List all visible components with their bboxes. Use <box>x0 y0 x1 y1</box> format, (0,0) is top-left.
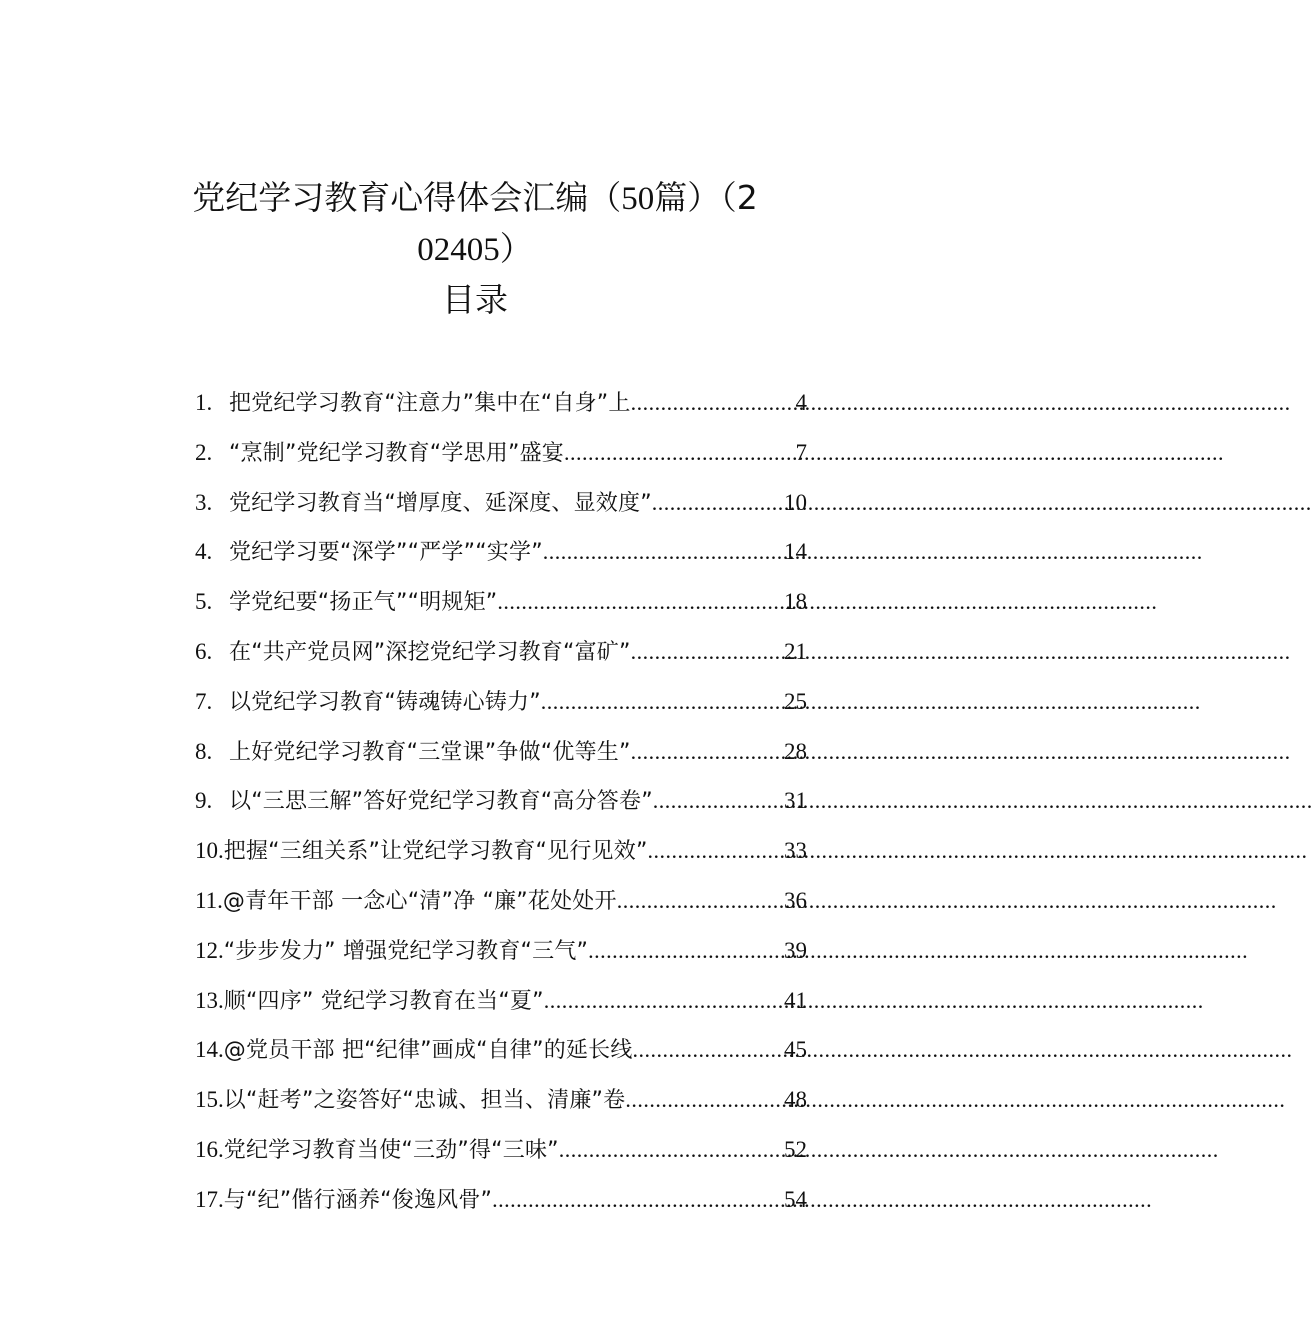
toc-entry-title: 顺“四序” 党纪学习教育在当“夏” <box>223 988 544 1014</box>
toc-entry-number: 6. <box>195 638 213 664</box>
toc-entry-page: 39 <box>784 937 807 963</box>
toc-entry-page: 4 <box>795 390 807 415</box>
toc-entry-number: 3. <box>195 489 213 515</box>
toc-entry-title: @青年干部 一念心“清”净 “廉”花处处开 <box>222 888 617 914</box>
toc-entry-page: 31 <box>784 788 807 814</box>
toc-entry-page: 18 <box>784 589 807 615</box>
toc-entry-page: 25 <box>784 688 807 714</box>
toc-entry-number: 4. <box>195 539 213 565</box>
toc-entry[interactable] <box>195 826 807 876</box>
toc-entry[interactable] <box>195 1025 807 1075</box>
toc-entry[interactable] <box>195 1075 807 1125</box>
toc-entry[interactable] <box>195 478 807 528</box>
toc-entry-page: 14 <box>784 539 807 565</box>
toc-entry-page: 45 <box>784 1037 807 1063</box>
toc-dot-leader <box>541 677 784 727</box>
toc-entry-page: 52 <box>784 1136 807 1162</box>
toc-dot-leader <box>559 1125 784 1175</box>
toc-entry[interactable] <box>195 428 807 478</box>
toc-dot-leader <box>631 378 796 428</box>
toc-entry[interactable] <box>195 876 807 926</box>
toc-dot-leader <box>648 826 784 876</box>
toc-entry-number: 8. <box>195 738 213 764</box>
toc-entry-number: 1. <box>195 390 213 415</box>
toc-entry[interactable] <box>195 577 807 627</box>
toc-entry-number: 2. <box>195 439 213 465</box>
toc-dot-leader <box>633 1025 784 1075</box>
toc-entry-page: 7 <box>795 439 807 465</box>
toc-entry-title: 党纪学习教育当“增厚度、延深度、显效度” <box>229 490 652 516</box>
toc-entry-title: 把握“三组关系”让党纪学习教育“见行见效” <box>223 839 648 865</box>
toc-entry[interactable] <box>195 677 807 727</box>
toc-dot-leader <box>631 727 784 777</box>
toc-heading: 目录 <box>442 280 508 319</box>
toc-dot-leader <box>617 876 784 926</box>
title-number: 50 <box>621 181 655 217</box>
toc-entry-number: 7. <box>195 688 213 714</box>
toc-entry-title: “步步发力” 增强党纪学习教育“三气” <box>223 938 589 964</box>
toc-dot-leader <box>653 776 784 826</box>
toc-dot-leader <box>492 1175 784 1225</box>
toc-entry[interactable] <box>195 1175 807 1225</box>
title-line1-tail: 篇）（2 <box>654 178 758 217</box>
toc-entry-page: 48 <box>784 1087 807 1113</box>
toc-entry-number: 15. <box>195 1087 224 1113</box>
toc-entry[interactable] <box>195 627 807 677</box>
toc-dot-leader <box>652 478 784 528</box>
title-line1-head: 党纪学习教育心得体会汇编（ <box>192 178 622 217</box>
toc-entry-title: 上好党纪学习教育“三堂课”争做“优等生” <box>229 739 631 765</box>
toc-dot-leader <box>631 627 784 677</box>
toc-dot-leader <box>543 527 784 577</box>
toc-entry-title: 把党纪学习教育“注意力”集中在“自身”上 <box>229 391 631 416</box>
toc-entry-number: 10. <box>195 838 224 864</box>
title-line2: 02405） <box>417 232 533 268</box>
table-of-contents <box>195 378 807 1225</box>
toc-dot-leader <box>564 428 796 478</box>
toc-entry-number: 5. <box>195 589 213 615</box>
toc-entry[interactable] <box>195 527 807 577</box>
toc-entry-number: 13. <box>195 987 224 1013</box>
toc-entry-number: 9. <box>195 788 213 814</box>
toc-entry[interactable] <box>195 727 807 777</box>
toc-dot-leader <box>588 926 784 976</box>
toc-entry-number: 12. <box>195 937 224 963</box>
toc-entry-title: “烹制”党纪学习教育“学思用”盛宴 <box>229 440 564 466</box>
toc-entry-page: 33 <box>784 838 807 864</box>
toc-entry-title: 以“三思三解”答好党纪学习教育“高分答卷” <box>229 789 653 815</box>
toc-dot-leader <box>544 976 784 1026</box>
toc-dot-leader <box>497 577 784 627</box>
toc-entry[interactable] <box>195 976 807 1026</box>
toc-entry-title: 党纪学习要“深学”“严学”“实学” <box>229 540 543 566</box>
toc-dot-leader <box>625 1075 784 1125</box>
toc-entry-page: 36 <box>784 887 807 913</box>
toc-entry-page: 10 <box>784 489 807 515</box>
toc-entry-number: 16. <box>195 1136 224 1162</box>
toc-entry-page: 28 <box>784 738 807 764</box>
toc-entry[interactable] <box>195 378 807 428</box>
toc-entry-page: 54 <box>784 1186 807 1212</box>
toc-entry-title: 以“赶考”之姿答好“忠诚、担当、清廉”卷 <box>223 1088 626 1114</box>
toc-entry-number: 11. <box>195 887 223 913</box>
toc-entry[interactable] <box>195 926 807 976</box>
toc-entry[interactable] <box>195 1125 807 1175</box>
toc-entry-title: 在“共产党员网”深挖党纪学习教育“富矿” <box>229 639 631 665</box>
toc-entry-page: 41 <box>784 987 807 1013</box>
toc-entry-title: 与“纪”偕行涵养“俊逸风骨” <box>223 1187 493 1213</box>
toc-entry-title: 学党纪要“扬正气”“明规矩” <box>229 590 498 616</box>
toc-entry-title: 党纪学习教育当使“三劲”得“三味” <box>223 1137 559 1163</box>
toc-entry[interactable] <box>195 776 807 826</box>
toc-entry-title: 以党纪学习教育“铸魂铸心铸力” <box>229 689 541 715</box>
document-title <box>120 172 830 276</box>
toc-entry-number: 14. <box>195 1037 224 1063</box>
toc-entry-title: @党员干部 把“纪律”画成“自律”的延长线 <box>223 1038 633 1064</box>
toc-entry-number: 17. <box>195 1186 224 1212</box>
toc-entry-page: 21 <box>784 638 807 664</box>
